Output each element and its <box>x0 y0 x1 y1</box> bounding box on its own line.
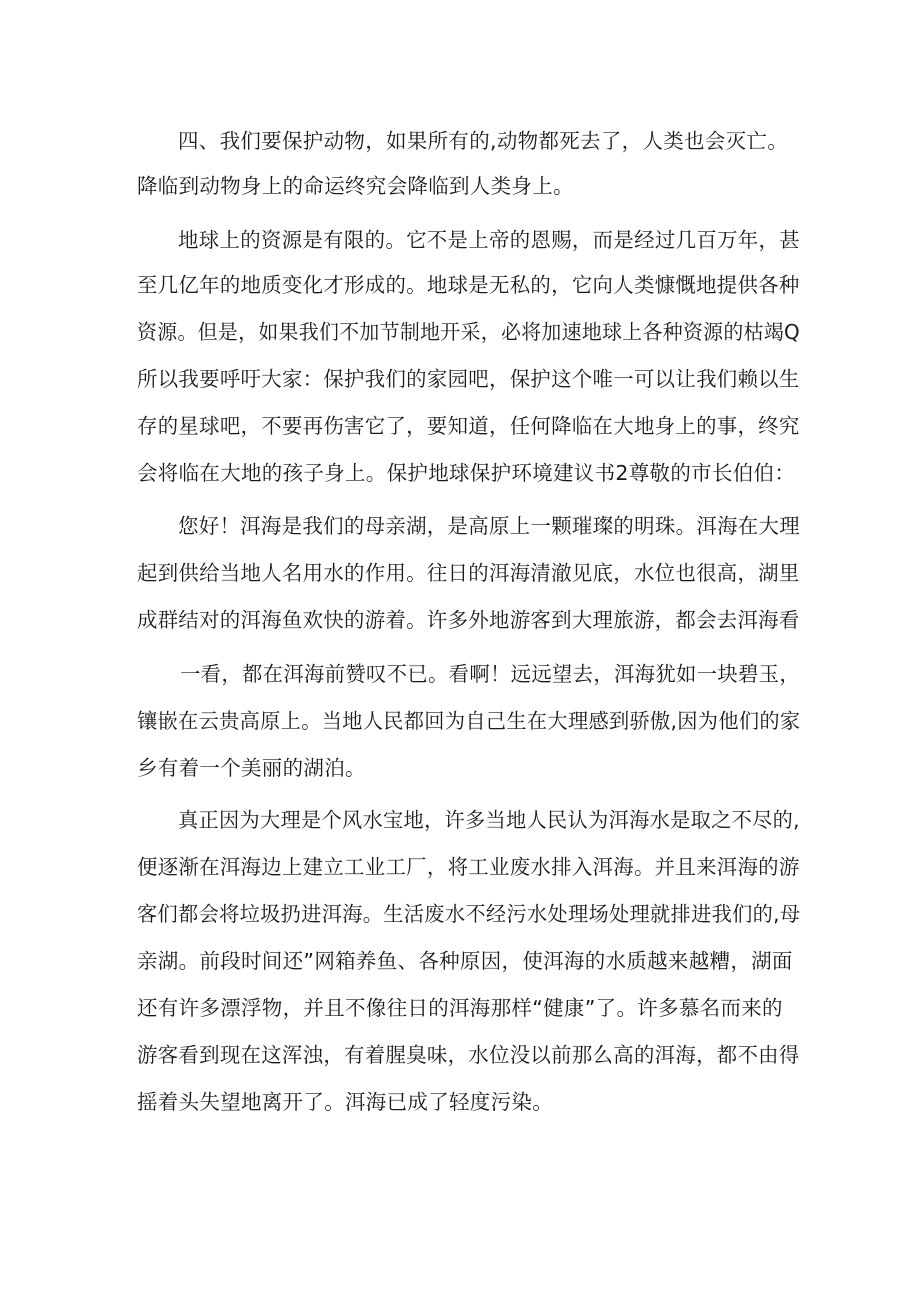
paragraph-4-line-3: 乡有着一个美丽的湖泊。 <box>137 756 366 780</box>
paragraph-3-line-3: 成群结对的洱海鱼欢快的游着。许多外地游客到大理旅游，都会去洱海看 <box>137 608 800 632</box>
paragraph-2-line-4: 所以我要呼吁大家：保护我们的家园吧，保护这个唯一可以让我们赖以生 <box>137 367 800 391</box>
paragraph-5-line-7: 摇着头失望地离开了。洱海已成了轻度污染。 <box>137 1090 553 1114</box>
paragraph-2-line-5: 存的星球吧，不要再伤害它了，要知道，任何降临在大地身上的事，终究 <box>137 414 800 438</box>
paragraph-4-line-2: 镶嵌在云贵高原上。当地人民都回为自己生在大理感到骄傲,因为他们的家 <box>137 709 801 733</box>
paragraph-3-line-1: 您好！洱海是我们的母亲湖，是高原上一颗璀璨的明珠。洱海在大理 <box>178 514 800 538</box>
paragraph-2-line-3: 资源。但是，如果我们不加节制地开采，必将加速地球上各种资源的枯竭Q <box>137 320 801 344</box>
paragraph-2-line-2: 至几亿年的地质变化才形成的。地球是无私的，它向人类慷慨地提供各种 <box>137 273 800 297</box>
paragraph-5-line-4: 亲湖。前段时间还”网箱养鱼、各种原因，使洱海的水质越来越糟，湖面 <box>137 949 793 973</box>
paragraph-3-line-2: 起到供给当地人名用水的作用。往日的洱海清澈见底，水位也很高，湖里 <box>137 561 800 585</box>
paragraph-5-line-3: 客们都会将垃圾扔进洱海。生活废水不经污水处理场处理就排进我们的,母 <box>137 902 801 926</box>
paragraph-2-line-6: 会将临在大地的孩子身上。保护地球保护环境建议书2尊敬的市长伯伯： <box>137 461 796 485</box>
paragraph-4-line-1: 一看，都在洱海前赞叹不已。看啊！远远望去，洱海犹如一块碧玉， <box>180 662 800 686</box>
paragraph-5-line-1: 真正因为大理是个风水宝地，许多当地人民认为洱海水是取之不尽的, <box>178 808 800 832</box>
paragraph-5-line-5: 还有许多漂浮物，并且不像往日的洱海那样“健康”了。许多慕名而来的 <box>137 996 783 1020</box>
paragraph-5-line-2: 便逐渐在洱海边上建立工业工厂，将工业废水排入洱海。并且来洱海的游 <box>137 855 800 879</box>
paragraph-1-line-2: 降临到动物身上的命运终究会降临到人类身上。 <box>137 174 574 198</box>
paragraph-1-line-1: 四、我们要保护动物，如果所有的,动物都死去了，人类也会灭亡。 <box>178 129 789 153</box>
paragraph-5-line-6: 游客看到现在这浑浊，有着腥臭味，水位没以前那么高的洱海，都不由得 <box>137 1043 800 1067</box>
paragraph-2-line-1: 地球上的资源是有限的。它不是上帝的恩赐，而是经过几百万年，甚 <box>178 228 800 252</box>
